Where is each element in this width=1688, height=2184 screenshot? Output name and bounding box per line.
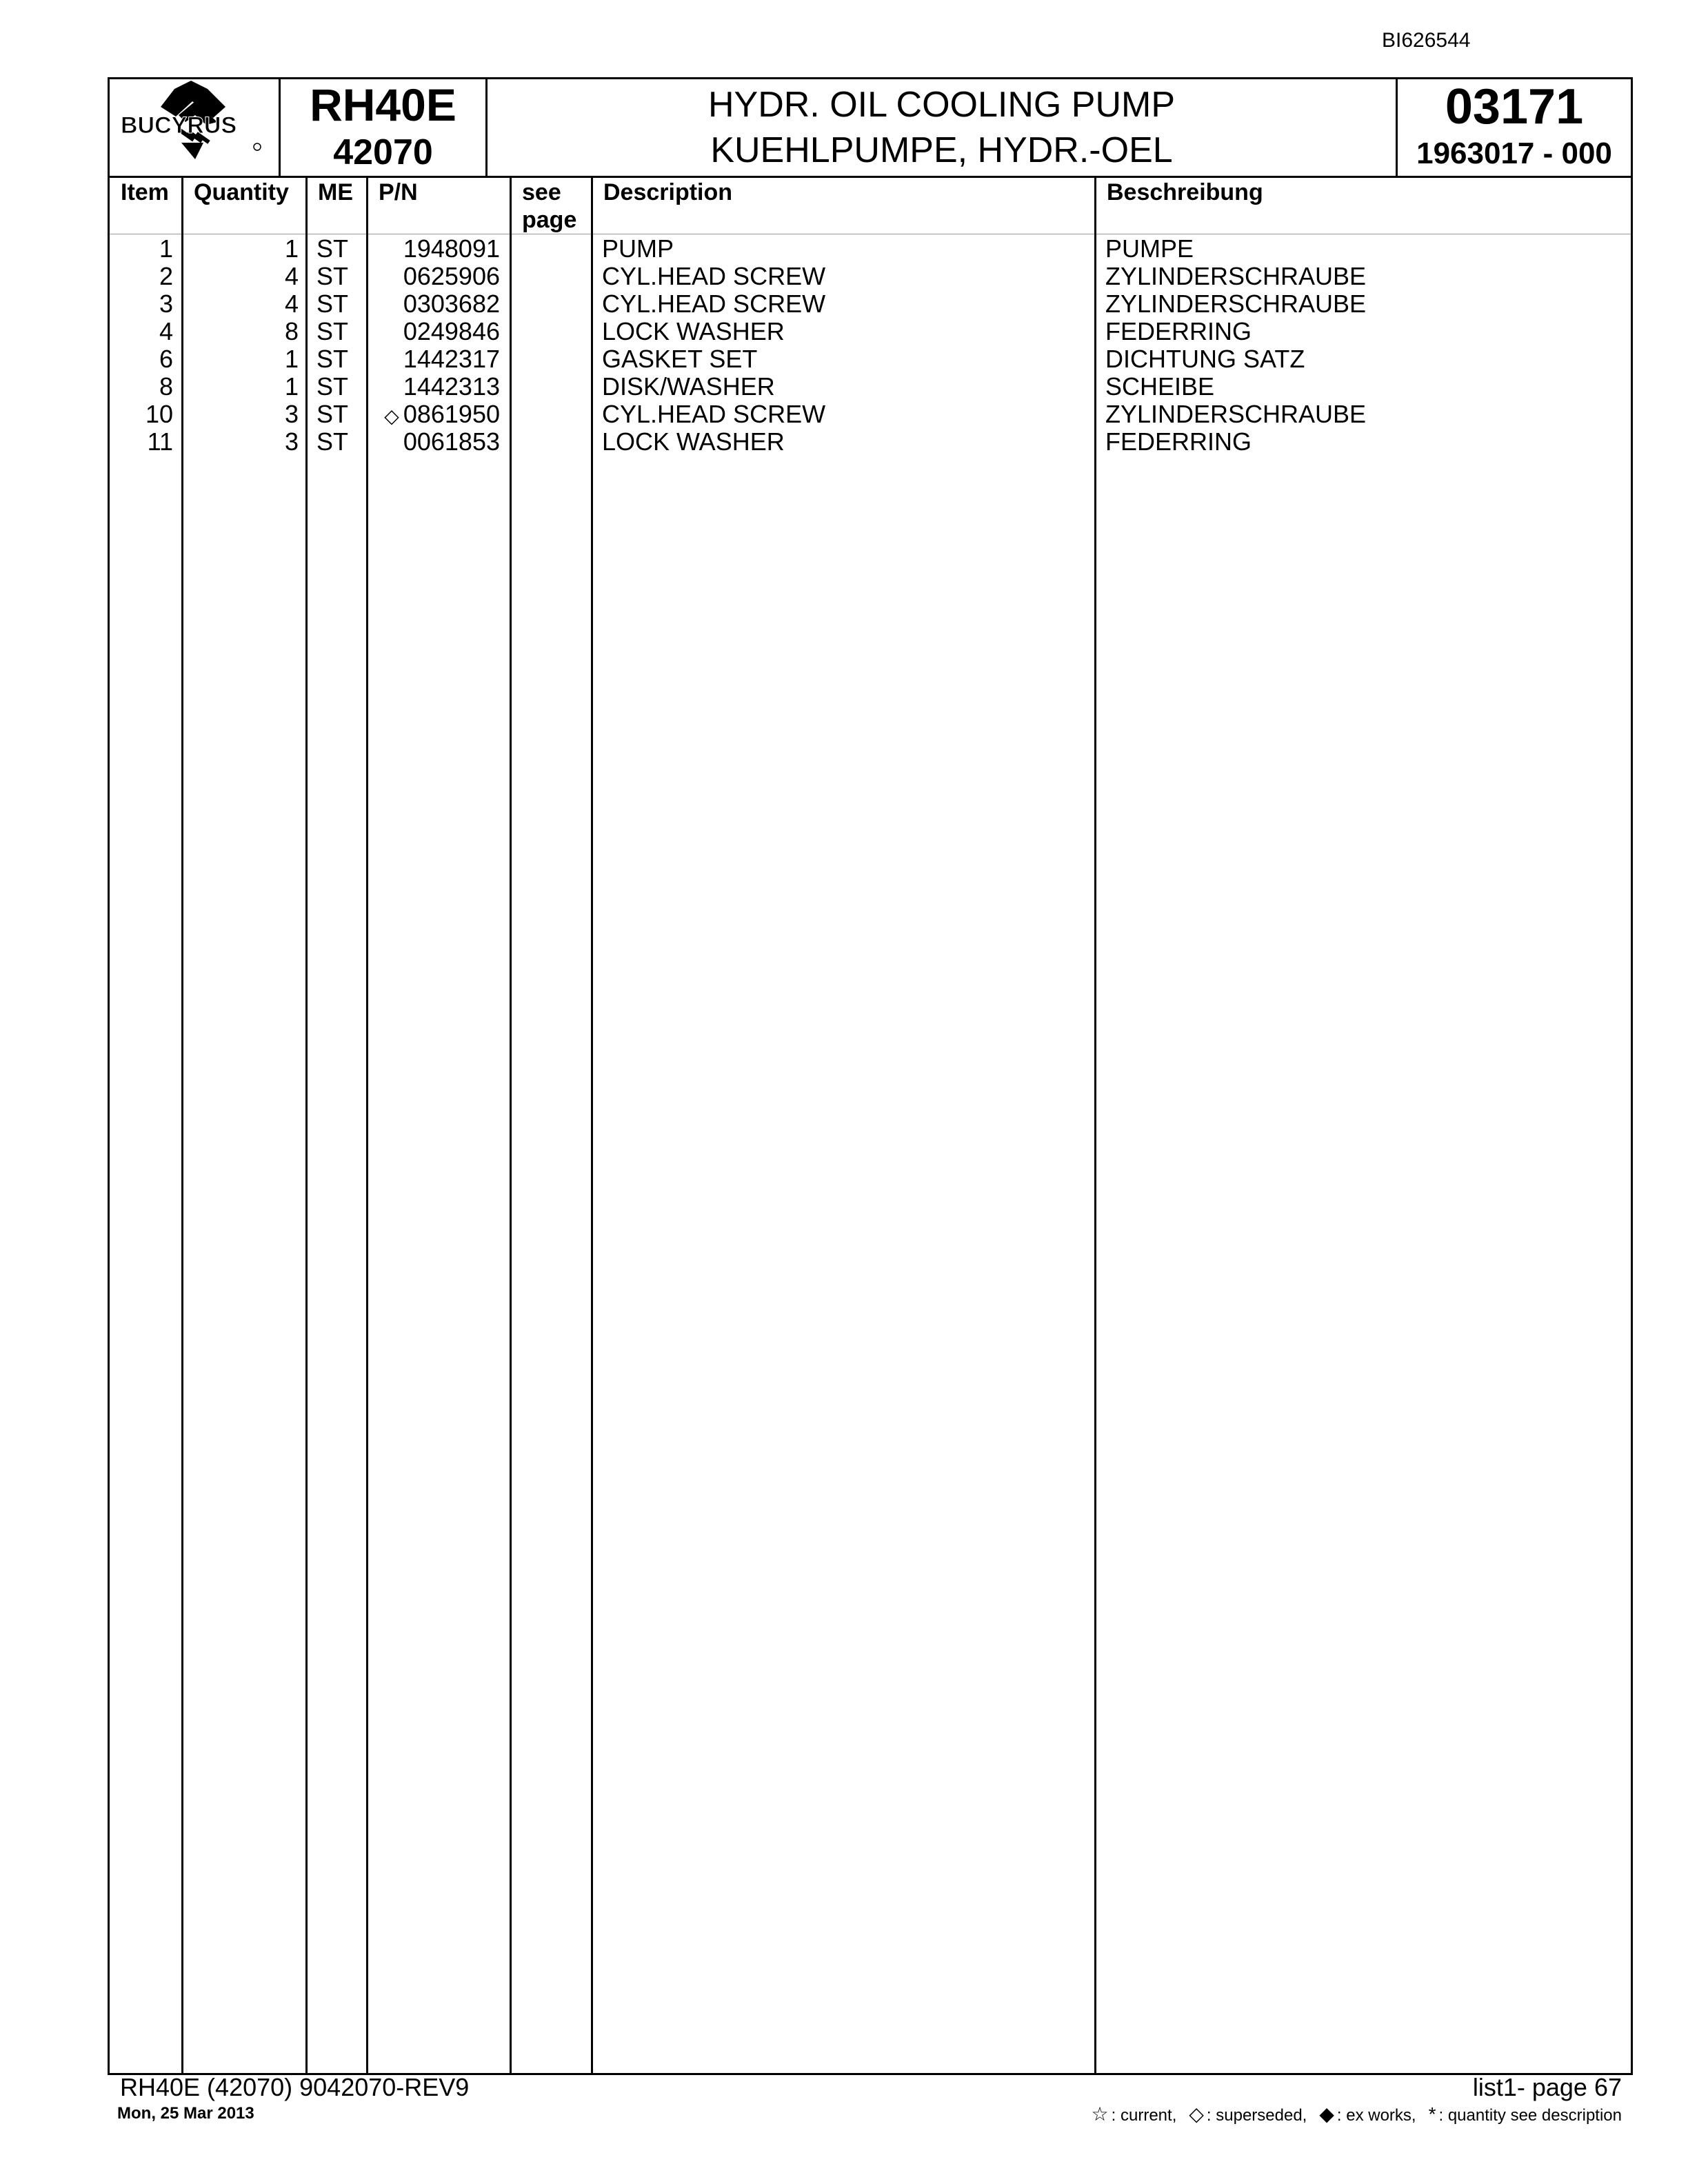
bucyrus-logo: [110, 79, 281, 176]
legend-text: : ex works,: [1336, 2106, 1416, 2125]
parts-table-body: [110, 235, 1631, 456]
quantity: [285, 428, 299, 456]
part-number: [403, 235, 500, 263]
superseded-diamond-icon: ◇: [384, 405, 399, 427]
grid-line: [591, 176, 593, 2073]
footer-page-ref: list1- page 67: [1472, 2073, 1622, 2101]
quantity: [285, 345, 299, 373]
part-number: [403, 373, 500, 401]
unit: [316, 235, 348, 263]
item-number-text: 11: [147, 427, 173, 456]
beschreibung-text: ZYLINDERSCHRAUBE: [1105, 262, 1367, 290]
svg-text:BUCYRUS: BUCYRUS: [121, 112, 237, 139]
table-row: [110, 263, 1631, 290]
beschreibung: [1105, 290, 1366, 318]
description-text: DISK/WASHER: [602, 372, 775, 401]
item-number-text: 1: [159, 234, 173, 263]
grid-line: [366, 176, 368, 2073]
description-text: LOCK WASHER: [602, 427, 785, 456]
description: [602, 428, 785, 456]
unit: [316, 263, 348, 290]
description-text: CYL.HEAD SCREW: [602, 400, 826, 428]
quantity: [285, 318, 299, 345]
part-number: [384, 401, 500, 430]
quantity-text: 8: [284, 317, 299, 345]
quantity: [285, 401, 299, 428]
item-number: [145, 401, 173, 428]
part-number-text: 0061853: [403, 427, 500, 456]
group-cell: [1398, 79, 1631, 176]
item-number-text: 6: [159, 345, 173, 373]
title-english: HYDR. OIL COOLING PUMP: [707, 85, 1176, 125]
beschreibung-text: ZYLINDERSCHRAUBE: [1105, 290, 1367, 318]
unit: [316, 345, 348, 373]
item-number-text: 3: [159, 290, 173, 318]
col-description-header: Description: [603, 179, 733, 205]
description-text: PUMP: [602, 234, 674, 263]
beschreibung-text: SCHEIBE: [1105, 372, 1215, 401]
unit-text: ST: [316, 290, 349, 318]
model-name: RH40E: [310, 79, 456, 130]
description: [602, 235, 674, 263]
unit-text: ST: [316, 427, 349, 456]
diamond-filled-icon: ◆: [1319, 2103, 1334, 2125]
item-number: [159, 235, 173, 263]
quantity-text: 1: [284, 372, 299, 401]
header-row: [110, 79, 1631, 178]
legend-text: : quantity see description: [1438, 2106, 1622, 2125]
table-row: [110, 401, 1631, 428]
unit-text: ST: [316, 372, 349, 401]
item-number: [159, 373, 173, 401]
title-cell: [488, 79, 1398, 176]
unit: [316, 428, 348, 456]
parts-list-frame: [108, 77, 1633, 2075]
beschreibung: [1105, 318, 1252, 345]
beschreibung: [1105, 345, 1305, 373]
unit: [316, 318, 348, 345]
title-german: KUEHLPUMPE, HYDR.-OEL: [710, 130, 1173, 170]
unit-text: ST: [316, 317, 349, 345]
unit: [316, 401, 348, 428]
document-id: BI626544: [1382, 29, 1471, 52]
logo-cell: [110, 79, 281, 176]
item-number-text: 8: [159, 372, 173, 401]
table-row: [110, 345, 1631, 373]
part-number: [403, 290, 500, 318]
grid-line: [181, 176, 183, 2073]
model-number: 42070: [333, 132, 433, 172]
col-see-label: see: [522, 179, 561, 205]
part-number: [403, 318, 500, 345]
col-see-page-header: [522, 179, 576, 234]
part-number-text: 0249846: [403, 317, 500, 345]
quantity: [285, 235, 299, 263]
symbol-legend: [1089, 2103, 1631, 2125]
description-text: LOCK WASHER: [602, 317, 785, 345]
quantity: [285, 290, 299, 318]
quantity-text: 3: [284, 427, 299, 456]
item-number: [148, 428, 173, 456]
grid-line: [510, 176, 512, 2073]
col-pn-header: P/N: [379, 179, 418, 205]
beschreibung: [1105, 373, 1214, 401]
star-outline-icon: ☆: [1091, 2103, 1109, 2125]
group-number: 03171: [1445, 79, 1584, 134]
quantity: [285, 263, 299, 290]
unit-text: ST: [316, 262, 349, 290]
col-quantity-header: Quantity: [194, 179, 289, 205]
item-number: [159, 318, 173, 345]
beschreibung-text: DICHTUNG SATZ: [1105, 345, 1305, 373]
col-beschreibung-header: Beschreibung: [1107, 179, 1263, 205]
footer-date: Mon, 25 Mar 2013: [117, 2104, 254, 2123]
part-number: [403, 345, 500, 373]
col-me-header: ME: [318, 179, 353, 205]
beschreibung-text: PUMPE: [1105, 234, 1194, 263]
unit: [316, 373, 348, 401]
beschreibung-text: FEDERRING: [1105, 427, 1252, 456]
table-row: [110, 318, 1631, 345]
part-number-text: 0625906: [403, 262, 500, 290]
quantity-text: 1: [284, 234, 299, 263]
beschreibung: [1105, 263, 1366, 290]
asterisk-icon: *: [1428, 2103, 1436, 2125]
description: [602, 345, 757, 373]
model-cell: [281, 79, 488, 176]
col-page-label: page: [522, 207, 577, 233]
column-header-row: [110, 176, 1631, 234]
grid-line: [305, 176, 308, 2073]
unit-text: ST: [316, 400, 349, 428]
table-row: [110, 290, 1631, 318]
description-text: CYL.HEAD SCREW: [602, 290, 826, 318]
part-number-text: 0861950: [403, 400, 500, 428]
group-subnumber: 1963017 - 000: [1416, 136, 1612, 170]
quantity-text: 4: [284, 290, 299, 318]
description: [602, 263, 825, 290]
part-number: [403, 263, 500, 290]
beschreibung-text: ZYLINDERSCHRAUBE: [1105, 400, 1367, 428]
footer-document-ref: RH40E (42070) 9042070-REV9: [120, 2073, 470, 2101]
description: [602, 290, 825, 318]
beschreibung-text: FEDERRING: [1105, 317, 1252, 345]
description: [602, 401, 825, 428]
grid-line: [1094, 176, 1096, 2073]
item-number: [159, 345, 173, 373]
item-number: [159, 290, 173, 318]
quantity-text: 4: [284, 262, 299, 290]
beschreibung: [1105, 428, 1252, 456]
part-number-text: 1442317: [403, 345, 500, 373]
diamond-outline-icon: ◇: [1189, 2103, 1204, 2125]
description-text: GASKET SET: [602, 345, 758, 373]
beschreibung: [1105, 401, 1366, 428]
part-number: [403, 428, 500, 456]
quantity: [285, 373, 299, 401]
item-number-text: 2: [159, 262, 173, 290]
description: [602, 318, 785, 345]
legend-text: : superseded,: [1206, 2106, 1307, 2125]
quantity-text: 1: [284, 345, 299, 373]
part-number-text: 0303682: [403, 290, 500, 318]
legend-text: : current,: [1111, 2106, 1177, 2125]
quantity-text: 3: [284, 400, 299, 428]
unit: [316, 290, 348, 318]
table-row: [110, 373, 1631, 401]
unit-text: ST: [316, 345, 349, 373]
item-number-text: 4: [159, 317, 173, 345]
table-row: [110, 235, 1631, 263]
item-number-text: 10: [145, 400, 173, 428]
item-number: [159, 263, 173, 290]
description: [602, 373, 775, 401]
description-text: CYL.HEAD SCREW: [602, 262, 826, 290]
unit-text: ST: [316, 234, 349, 263]
beschreibung: [1105, 235, 1194, 263]
table-row: [110, 428, 1631, 456]
part-number-text: 1442313: [403, 372, 500, 401]
part-number-text: 1948091: [403, 234, 500, 263]
col-item-header: Item: [121, 179, 169, 205]
